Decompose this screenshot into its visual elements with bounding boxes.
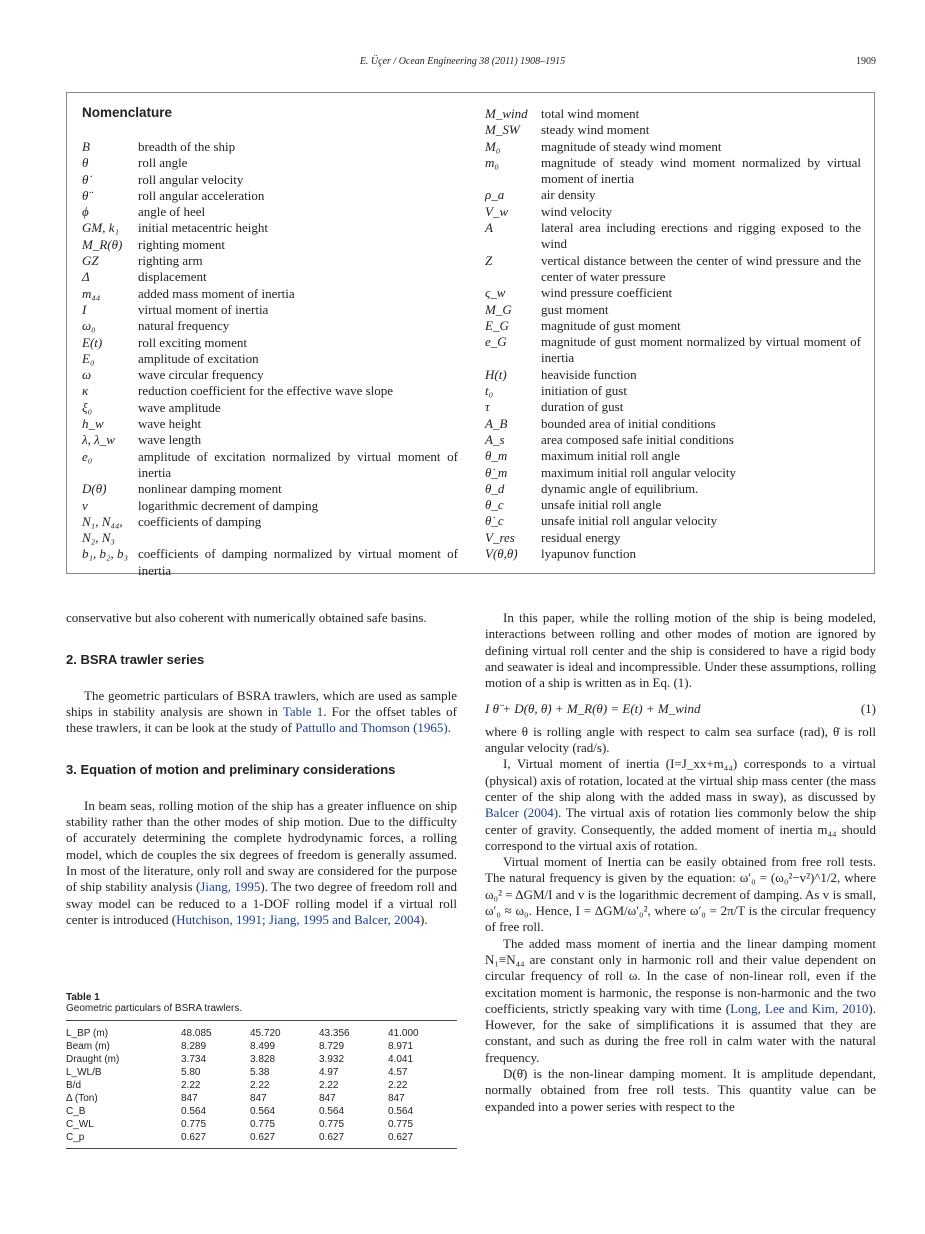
nomenclature-symbol: e₀ bbox=[82, 448, 93, 464]
nomenclature-definition: lyapunov function bbox=[541, 546, 636, 562]
nomenclature-definition: magnitude of steady wind moment bbox=[541, 138, 722, 154]
table-row-label: C_B bbox=[66, 1106, 86, 1117]
nomenclature-definition: roll angular acceleration bbox=[138, 187, 265, 203]
nomenclature-entry bbox=[485, 367, 861, 383]
table-cell: 5.80 bbox=[181, 1067, 201, 1078]
equation: I θ̈ + D(θ, θ̇) + M_R(θ) = E(t) + M_wind bbox=[485, 701, 701, 717]
paragraph bbox=[485, 756, 876, 854]
table-cell: 0.775 bbox=[319, 1119, 345, 1130]
nomenclature-symbol: ϕ bbox=[82, 204, 89, 220]
nomenclature-entry bbox=[82, 318, 458, 334]
nomenclature-symbol: GM, k₁ bbox=[82, 220, 120, 236]
nomenclature-definition: bounded area of initial conditions bbox=[541, 415, 716, 431]
nomenclature-definition: area composed safe initial conditions bbox=[541, 431, 734, 447]
nomenclature-symbol: A_s bbox=[485, 431, 505, 447]
nomenclature-entry bbox=[485, 481, 861, 497]
text: . The virtual axis of rotation lies commonly below the ship center of gravity. Consequently, the added moment of inertia m₄₄ should correspond to the virtual axis of rotation. bbox=[485, 805, 876, 853]
nomenclature-symbol: E(t) bbox=[82, 334, 103, 350]
nomenclature-definition: coefficients of damping bbox=[138, 513, 262, 529]
paragraph: conservative but also coherent with numerically obtained safe basins. bbox=[66, 610, 427, 625]
text: ). However, for the sake of simplifications it is assumed that they are constant, and such as during the free roll in calm water with the natural frequency. bbox=[485, 1000, 876, 1065]
nomenclature-right-column bbox=[485, 106, 861, 562]
nomenclature-symbol: θ̇_m bbox=[485, 464, 508, 480]
table-cell: 0.564 bbox=[388, 1106, 414, 1117]
nomenclature-definition: reduction coefficient for the effective wave slope bbox=[138, 383, 394, 399]
nomenclature-entry bbox=[485, 204, 861, 220]
nomenclature-entry bbox=[485, 383, 861, 399]
nomenclature-entry bbox=[82, 302, 458, 318]
nomenclature-definition: wind velocity bbox=[541, 203, 613, 219]
nomenclature-entry bbox=[82, 416, 458, 432]
nomenclature-definition: added mass moment of inertia bbox=[138, 285, 295, 301]
nomenclature-entry bbox=[82, 172, 458, 188]
section-heading: 2. BSRA trawler series bbox=[66, 652, 205, 668]
nomenclature-definition: initiation of gust bbox=[541, 383, 627, 399]
nomenclature-definition: wave length bbox=[138, 432, 202, 448]
nomenclature-entry bbox=[485, 513, 861, 529]
nomenclature-entry bbox=[82, 139, 458, 155]
table-title: Table 1 bbox=[66, 992, 100, 1003]
text: . bbox=[447, 720, 452, 736]
nomenclature-entry bbox=[485, 416, 861, 432]
nomenclature-symbol: Z bbox=[485, 252, 493, 268]
nomenclature-symbol: A_B bbox=[485, 415, 508, 431]
table-row-label: B/d bbox=[66, 1080, 82, 1091]
table-row bbox=[66, 1092, 457, 1105]
table-cell: 4.041 bbox=[388, 1054, 414, 1065]
table-cell: 4.57 bbox=[388, 1067, 408, 1078]
table-cell: 2.22 bbox=[181, 1080, 201, 1091]
nomenclature-symbol: m₄₄ bbox=[82, 285, 101, 301]
nomenclature-definition: wave height bbox=[138, 416, 202, 432]
nomenclature-symbol: κ bbox=[82, 383, 89, 399]
nomenclature-definition: amplitude of excitation normalized by virtual moment of inertia bbox=[138, 448, 458, 480]
table-row bbox=[66, 1021, 457, 1041]
nomenclature-symbol: ς_w bbox=[485, 285, 506, 301]
nomenclature-symbol: θ_d bbox=[485, 480, 505, 496]
text: ). The two degree of freedom roll and sway model can be reduced to a 1-DOF rolling model if a virtual roll center is introduced ( bbox=[66, 879, 457, 927]
table-row-label: Draught (m) bbox=[66, 1054, 120, 1065]
nomenclature-definition: steady wind moment bbox=[541, 122, 650, 138]
nomenclature-definition: lateral area including erections and rigging exposed to the wind bbox=[541, 220, 861, 252]
table-cell: 0.627 bbox=[181, 1132, 207, 1143]
table-cell: 0.775 bbox=[388, 1119, 414, 1130]
table-cell: 0.564 bbox=[319, 1106, 345, 1117]
table-cell: 0.627 bbox=[250, 1132, 276, 1143]
nomenclature-entry bbox=[82, 383, 458, 399]
nomenclature-entry bbox=[485, 530, 861, 546]
nomenclature-entry bbox=[82, 286, 458, 302]
nomenclature-entry bbox=[485, 155, 861, 188]
nomenclature-symbol: M_R(θ) bbox=[82, 236, 123, 252]
nomenclature-symbol: H(t) bbox=[485, 366, 507, 382]
nomenclature-definition: total wind moment bbox=[541, 106, 640, 121]
nomenclature-left-column bbox=[82, 139, 458, 579]
nomenclature-definition: breadth of the ship bbox=[138, 139, 236, 154]
nomenclature-symbol: θ bbox=[82, 155, 89, 171]
nomenclature-symbol: θ̇ bbox=[82, 171, 89, 187]
table-cell: 2.22 bbox=[388, 1080, 408, 1091]
nomenclature-entry bbox=[485, 432, 861, 448]
nomenclature-symbol: B bbox=[82, 139, 90, 154]
table-row bbox=[66, 1131, 457, 1149]
nomenclature-symbol: θ_c bbox=[485, 497, 504, 513]
nomenclature-definition: coefficients of damping normalized by virtual moment of inertia bbox=[138, 546, 458, 578]
nomenclature-symbol: E_G bbox=[485, 317, 509, 333]
nomenclature-entry bbox=[82, 514, 458, 547]
nomenclature-entry bbox=[485, 187, 861, 203]
table-cell: 3.932 bbox=[319, 1054, 345, 1065]
paragraph bbox=[66, 798, 457, 928]
nomenclature-symbol: λ, λ_w bbox=[82, 432, 115, 448]
nomenclature-definition: maximum initial roll angle bbox=[541, 448, 681, 464]
table-cell: 8.971 bbox=[388, 1041, 414, 1052]
nomenclature-symbol: V_w bbox=[485, 203, 509, 219]
nomenclature-symbol: m₀ bbox=[485, 154, 499, 170]
nomenclature-symbol: V(θ,θ̇) bbox=[485, 546, 518, 562]
nomenclature-symbol: M_wind bbox=[485, 106, 528, 121]
nomenclature-entry bbox=[82, 449, 458, 482]
nomenclature-entry bbox=[485, 334, 861, 367]
nomenclature-symbol: ω₀ bbox=[82, 318, 96, 334]
nomenclature-definition: righting moment bbox=[138, 236, 226, 252]
nomenclature-symbol: D(θ̇) bbox=[82, 481, 107, 497]
nomenclature-definition: dynamic angle of equilibrium. bbox=[541, 480, 699, 496]
nomenclature-symbol: V_res bbox=[485, 529, 515, 545]
table-cell: 847 bbox=[181, 1093, 198, 1104]
nomenclature-title: Nomenclature bbox=[82, 105, 173, 120]
table-row-label: L_BP (m) bbox=[66, 1028, 109, 1039]
right-text-column bbox=[485, 610, 876, 1115]
paragraph: D(θ̇) is the non-linear damping moment. It is amplitude dependant, normally obtained from free roll tests. This quantity value can be expanded into a power series with respect to the bbox=[485, 1066, 876, 1114]
text: . For the offset tables of these trawlers, it can be look at the study of bbox=[66, 703, 457, 736]
nomenclature-entry bbox=[82, 481, 458, 497]
citation-link[interactable]: Jiang, 1995 bbox=[200, 879, 261, 895]
nomenclature-entry bbox=[82, 188, 458, 204]
nomenclature-entry bbox=[82, 498, 458, 514]
nomenclature-symbol: ρ_a bbox=[485, 187, 505, 203]
nomenclature-definition: magnitude of gust moment normalized by virtual moment of inertia bbox=[541, 334, 861, 366]
text: In beam seas, rolling motion of the ship has a greater influence on ship stability rather than the other modes of ship motion. Due to the difficulty of accurately determining the complete hydrodynamic forces, a rolling model, which de couples the six degrees of freedom is generally assumed. In most of the literature, only roll and sway are considered for the purpose of ship stability analysis ( bbox=[66, 797, 457, 895]
nomenclature-definition: wave circular frequency bbox=[138, 367, 264, 383]
nomenclature-symbol: ξ₀ bbox=[82, 399, 93, 415]
nomenclature-entry bbox=[485, 139, 861, 155]
nomenclature-entry bbox=[82, 237, 458, 253]
table-row bbox=[66, 1040, 457, 1053]
table-cell: 0.775 bbox=[250, 1119, 276, 1130]
nomenclature-definition: roll exciting moment bbox=[138, 334, 248, 350]
nomenclature-symbol: E₀ bbox=[82, 350, 95, 366]
equation-1 bbox=[485, 701, 876, 717]
nomenclature-entry bbox=[82, 351, 458, 367]
text: The geometric particulars of BSRA trawlers, which are used as sample ships in stability analysis are shown in bbox=[66, 687, 457, 719]
table-cell: 3.828 bbox=[250, 1054, 276, 1065]
paragraph bbox=[66, 688, 457, 737]
nomenclature-definition: displacement bbox=[138, 269, 207, 285]
nomenclature-symbol: M₀ bbox=[485, 138, 501, 154]
nomenclature-symbol: M_G bbox=[485, 301, 512, 317]
nomenclature-definition: residual energy bbox=[541, 529, 621, 545]
table-row-label: C_p bbox=[66, 1132, 85, 1143]
nomenclature-symbol: Δ bbox=[82, 269, 90, 285]
table-cell: 5.38 bbox=[250, 1067, 270, 1078]
table-cell: 847 bbox=[388, 1093, 405, 1104]
nomenclature-entry bbox=[485, 302, 861, 318]
nomenclature-definition: nonlinear damping moment bbox=[138, 481, 282, 497]
nomenclature-symbol: ω bbox=[82, 367, 92, 383]
nomenclature-entry bbox=[485, 546, 861, 562]
table-row bbox=[66, 1118, 457, 1131]
table-cell: 43.356 bbox=[319, 1028, 350, 1039]
table-cell: 0.564 bbox=[250, 1106, 276, 1117]
table-row-label: L_WL/B bbox=[66, 1067, 102, 1078]
citation-link[interactable]: Pattullo and Thomson (1965) bbox=[295, 720, 448, 736]
table-cell: 2.22 bbox=[319, 1080, 339, 1091]
equation-number: (1) bbox=[860, 701, 876, 717]
table-cell: 3.734 bbox=[181, 1054, 207, 1065]
journal-citation: E. Üçer / Ocean Engineering 38 (2011) 1908–1915 bbox=[359, 56, 566, 67]
text: The added mass moment of inertia and the linear damping moment N₁≡N₄₄ are constant only in harmonic roll and their value dependent on circular frequency of roll ω. In the case of non-linear roll, even if the excitation moment is harmonic, the response is non-harmonic and the two coefficients, strictly speaking vary with time ( bbox=[485, 935, 876, 1016]
nomenclature-definition: gust moment bbox=[541, 301, 609, 317]
page-number: 1909 bbox=[856, 56, 876, 67]
nomenclature-symbol: t₀ bbox=[485, 383, 494, 399]
nomenclature-entry bbox=[485, 399, 861, 415]
nomenclature-definition: amplitude of excitation bbox=[138, 350, 259, 366]
nomenclature-symbol: GZ bbox=[82, 253, 99, 269]
citation-link[interactable]: Long, Lee and Kim, 2010 bbox=[730, 1000, 869, 1016]
nomenclature-entry bbox=[485, 448, 861, 464]
table-cell: 45.720 bbox=[250, 1028, 281, 1039]
nomenclature-entry bbox=[485, 318, 861, 334]
table-cell: 0.627 bbox=[388, 1132, 414, 1143]
nomenclature-symbol: b₁, b₂, b₃ bbox=[82, 546, 129, 562]
paragraph: Virtual moment of Inertia can be easily obtained from free roll tests. The natural frequency is given by the equation: ω′₀ = (ω₀²−v²)^1/2, where ω₀² = ΔGM/I and v is the logarithmic decrement of damping. As v is small, ω′₀ ≈ ω₀. Hence, I = ΔGM/ω′₀², where ω′₀ = 2π/T is the circular frequency of free roll. bbox=[485, 854, 876, 935]
nomenclature-definition: magnitude of steady wind moment normalized by virtual moment of inertia bbox=[541, 154, 861, 187]
nomenclature-entry bbox=[82, 546, 458, 579]
nomenclature-symbol: θ_m bbox=[485, 448, 508, 464]
text: I, Virtual moment of inertia (I=J_xx+m₄₄) corresponds to a virtual (physical) axis of rotation, located at the virtual ship mass center (the mass center of the ship along with the added mass in sway), as discussed by bbox=[485, 756, 876, 804]
nomenclature-definition: heaviside function bbox=[541, 366, 637, 382]
table-link[interactable]: Table 1 bbox=[282, 703, 324, 719]
nomenclature-entry bbox=[82, 432, 458, 448]
table-row-label: Beam (m) bbox=[66, 1041, 110, 1052]
nomenclature-box bbox=[66, 92, 875, 578]
text: ). bbox=[420, 911, 428, 927]
nomenclature-definition: righting arm bbox=[138, 253, 203, 269]
table-cell: 847 bbox=[319, 1093, 336, 1104]
table-cell: 41.000 bbox=[388, 1028, 419, 1039]
nomenclature-symbol: I bbox=[82, 301, 87, 317]
table-cell: 847 bbox=[250, 1093, 267, 1104]
nomenclature-entry bbox=[485, 465, 861, 481]
nomenclature-definition: roll angle bbox=[138, 155, 188, 171]
nomenclature-symbol: A bbox=[485, 220, 493, 236]
nomenclature-entry bbox=[485, 220, 861, 253]
table-cell: 0.564 bbox=[181, 1106, 207, 1117]
nomenclature-entry bbox=[485, 253, 861, 286]
table-row bbox=[66, 1079, 457, 1092]
paragraph: In this paper, while the rolling motion of the ship is being modeled, interactions between rolling and other modes of motion are ignored by defining virtual roll center and the ship is considered to have a rigid body and seawater is ideal and incompressible. Under these assumptions, rolling motion of a ship is written as in Eq. (1). bbox=[485, 610, 876, 691]
table-row-label: C_WL bbox=[66, 1119, 94, 1130]
table-cell: 0.775 bbox=[181, 1119, 207, 1130]
citation-link[interactable]: Hutchison, 1991; Jiang, 1995 and Balcer, 2004 bbox=[176, 911, 421, 927]
nomenclature-entry bbox=[82, 269, 458, 285]
table-cell: 8.499 bbox=[250, 1041, 276, 1052]
table-cell: 8.729 bbox=[319, 1041, 345, 1052]
nomenclature-definition: angle of heel bbox=[138, 204, 206, 220]
section-heading: 3. Equation of motion and preliminary considerations bbox=[66, 762, 396, 778]
nomenclature-symbol: M_SW bbox=[485, 122, 520, 138]
nomenclature-entry bbox=[82, 335, 458, 351]
citation-link[interactable]: Balcer (2004) bbox=[485, 805, 559, 821]
nomenclature-definition: wind pressure coefficient bbox=[541, 285, 673, 301]
nomenclature-entry bbox=[82, 367, 458, 383]
nomenclature-definition: logarithmic decrement of damping bbox=[138, 497, 319, 513]
nomenclature-entry bbox=[82, 220, 458, 236]
nomenclature-symbol: e_G bbox=[485, 334, 507, 350]
nomenclature-entry bbox=[82, 253, 458, 269]
table-cell: 0.627 bbox=[319, 1132, 345, 1143]
nomenclature-symbol: θ̈ bbox=[82, 187, 89, 203]
nomenclature-symbol: N₁, N₄₄, N₂, N₃ bbox=[82, 513, 123, 546]
table-row bbox=[66, 1053, 457, 1066]
nomenclature-entry bbox=[485, 497, 861, 513]
table-row-label: Δ (Ton) bbox=[66, 1093, 98, 1104]
nomenclature-definition: air density bbox=[541, 187, 596, 203]
nomenclature-definition: duration of gust bbox=[541, 399, 624, 415]
nomenclature-entry bbox=[82, 155, 458, 171]
nomenclature-definition: virtual moment of inertia bbox=[138, 301, 269, 317]
nomenclature-entry bbox=[82, 400, 458, 416]
nomenclature-definition: magnitude of gust moment bbox=[541, 317, 681, 333]
table-row bbox=[66, 1105, 457, 1118]
nomenclature-definition: initial metacentric height bbox=[138, 220, 268, 236]
paragraph: where θ is rolling angle with respect to calm sea surface (rad), θ̇ is roll angular velocity (rad/s). bbox=[485, 723, 876, 756]
table-cell: 48.085 bbox=[181, 1028, 212, 1039]
nomenclature-symbol: θ̇_c bbox=[485, 513, 504, 529]
nomenclature-definition: vertical distance between the center of wind pressure and the center of water pressure bbox=[541, 252, 861, 284]
nomenclature-symbol: τ bbox=[485, 399, 490, 415]
nomenclature-entry bbox=[485, 122, 861, 138]
nomenclature-definition: maximum initial roll angular velocity bbox=[541, 464, 736, 480]
nomenclature-definition: roll angular velocity bbox=[138, 171, 244, 187]
nomenclature-definition: natural frequency bbox=[138, 318, 230, 334]
left-text-column bbox=[66, 610, 457, 928]
paragraph bbox=[485, 936, 876, 1066]
table-cell: 2.22 bbox=[250, 1080, 270, 1091]
nomenclature-entry bbox=[485, 285, 861, 301]
nomenclature-definition: unsafe initial roll angle bbox=[541, 497, 662, 513]
nomenclature-entry bbox=[485, 106, 861, 122]
table-caption: Geometric particulars of BSRA trawlers. bbox=[66, 1003, 243, 1014]
table-cell: 4.97 bbox=[319, 1067, 339, 1078]
nomenclature-definition: unsafe initial roll angular velocity bbox=[541, 513, 718, 529]
nomenclature-entry bbox=[82, 204, 458, 220]
particulars-table bbox=[66, 1020, 457, 1149]
table-row bbox=[66, 1066, 457, 1079]
nomenclature-symbol: v bbox=[82, 497, 88, 513]
table-cell: 8.289 bbox=[181, 1041, 207, 1052]
nomenclature-symbol: h_w bbox=[82, 416, 104, 432]
table-1 bbox=[66, 992, 457, 1149]
nomenclature-definition: wave amplitude bbox=[138, 399, 221, 415]
